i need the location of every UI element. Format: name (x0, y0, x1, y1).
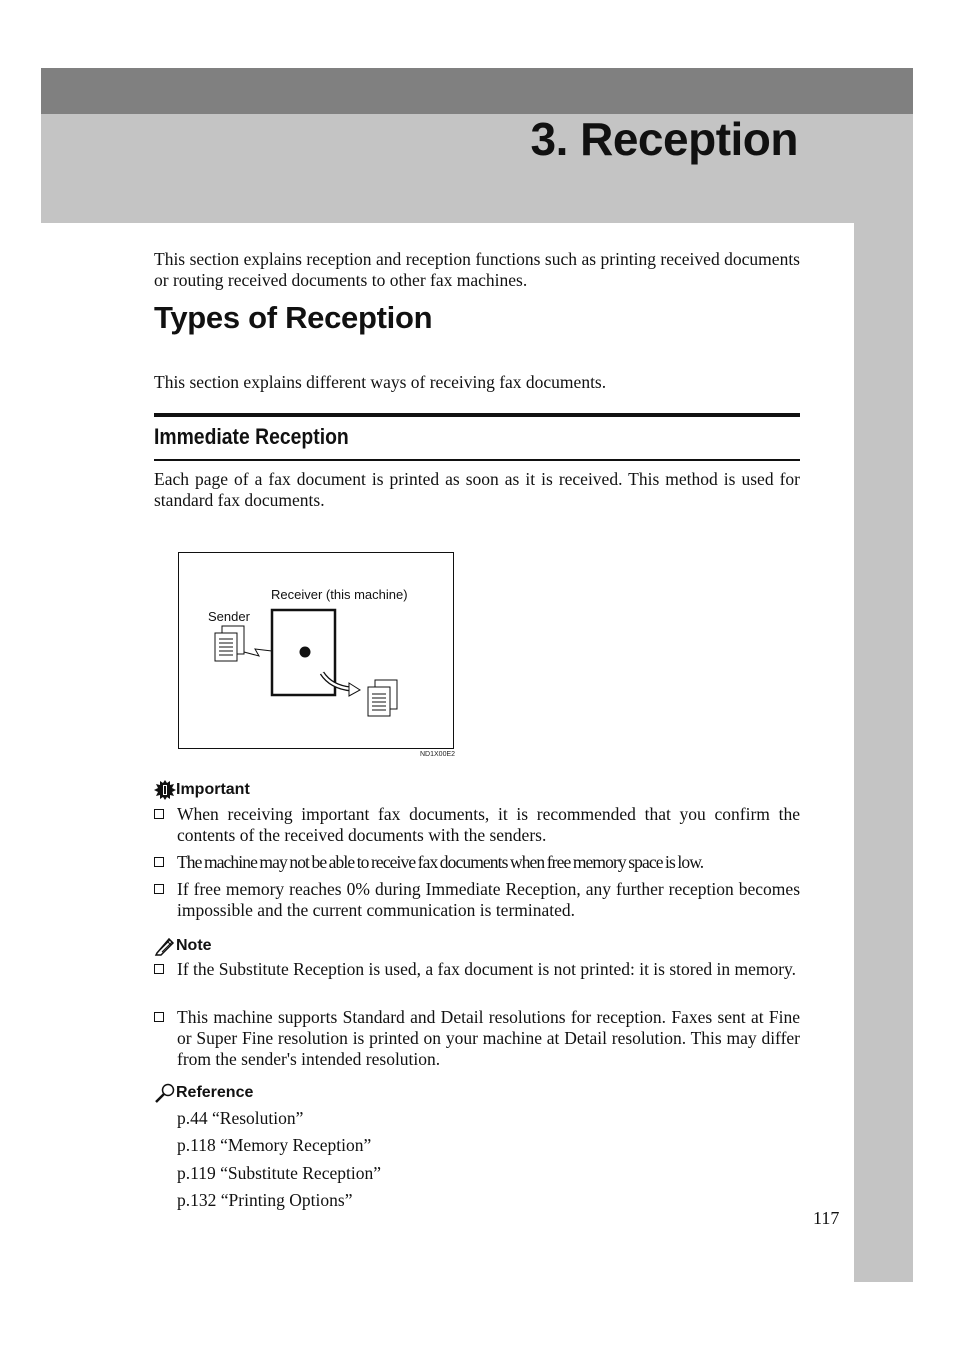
note-heading (154, 936, 212, 956)
note-item-text: This machine supports Standard and Detail resolutions for reception. Faxes sent at Fine or Super Fine resolution is printed on your machine at Detail resolution. This may differ from the sender's intended resolution. (177, 1007, 800, 1069)
section-rule-thin (154, 459, 800, 461)
section-intro: This section explains different ways of receiving fax documents. (154, 372, 607, 392)
reception-diagram (178, 552, 454, 749)
reference-link[interactable]: p.44 “Resolution” (177, 1108, 304, 1128)
chapter-intro: This section explains reception and reception functions such as printing received documents or routing received documents to other fax machines. (154, 249, 800, 290)
reference-link[interactable]: p.119 “Substitute Reception” (177, 1163, 381, 1183)
section-title: Types of Reception (154, 300, 433, 335)
important-item-text: The machine may not be able to receive fax documents when free memory space is low. (177, 852, 704, 872)
important-icon (154, 780, 176, 800)
section-rule-thick (154, 413, 800, 417)
important-label: Important (176, 781, 250, 798)
reception-diagram-svg (179, 553, 453, 748)
note-item (154, 959, 800, 980)
reference-link[interactable]: p.118 “Memory Reception” (177, 1135, 372, 1155)
reference-link[interactable]: p.132 “Printing Options” (177, 1190, 353, 1210)
reference-label: Reference (176, 1084, 254, 1101)
header-band-dark (41, 68, 913, 114)
checkbox-bullet-icon (154, 964, 164, 974)
important-item (154, 804, 800, 846)
checkbox-bullet-icon (154, 1012, 164, 1022)
page-number: 117 (813, 1208, 840, 1228)
figure-code: ND1X00E2 (420, 751, 456, 758)
receiver-point (300, 647, 311, 658)
checkbox-bullet-icon (154, 884, 164, 894)
sender-label: Sender (208, 609, 250, 624)
pencil-icon (154, 936, 176, 956)
note-item (154, 1007, 800, 1070)
note-label: Note (176, 937, 212, 954)
receiver-label: Receiver (this machine) (271, 587, 408, 602)
checkbox-bullet-icon (154, 857, 164, 867)
magnifier-icon (154, 1083, 176, 1103)
important-item (154, 879, 800, 921)
printed-document-icon (368, 680, 397, 716)
important-item (154, 852, 800, 873)
checkbox-bullet-icon (154, 809, 164, 819)
sender-document-icon (215, 626, 244, 661)
subsection-title: Immediate Reception (154, 424, 349, 449)
important-heading (154, 780, 250, 800)
important-item-text: When receiving important fax documents, it is recommended that you confirm the contents of the received documents with the senders. (177, 804, 800, 845)
note-item-text: If the Substitute Reception is used, a fax document is not printed: it is stored in memory. (177, 959, 797, 979)
reference-heading (154, 1083, 253, 1103)
subsection-body: Each page of a fax document is printed as soon as it is received. This method is used for standard fax documents. (154, 469, 800, 510)
side-tab-bar (854, 223, 913, 1282)
chapter-title: 3. Reception (530, 113, 798, 165)
important-item-text: If free memory reaches 0% during Immediate Reception, any further reception becomes impossible and the current communication is terminated. (177, 879, 800, 920)
